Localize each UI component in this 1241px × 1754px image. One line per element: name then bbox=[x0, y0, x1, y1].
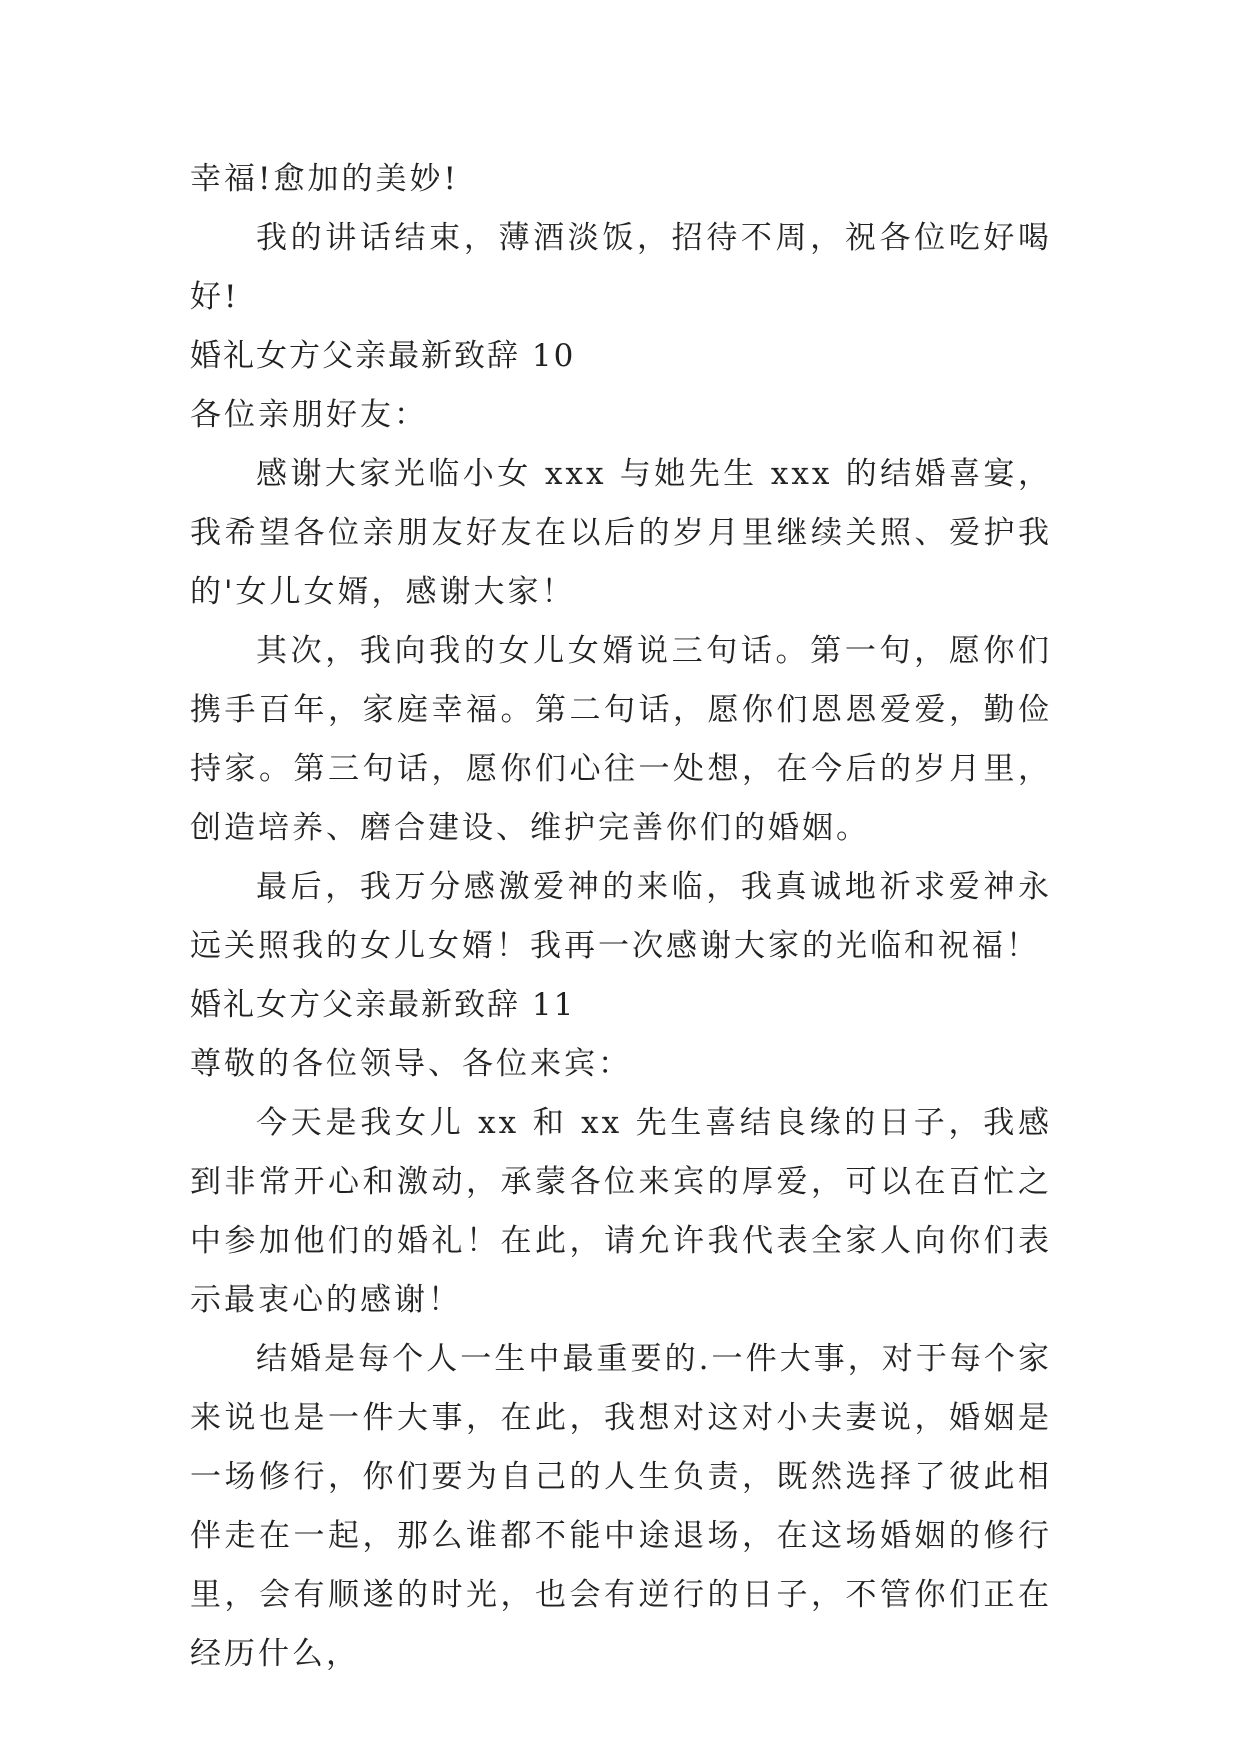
section-heading-10: 婚礼女方父亲最新致辞 10 bbox=[190, 338, 576, 374]
section-heading-11: 婚礼女方父亲最新致辞 11 bbox=[190, 987, 576, 1023]
paragraph-salutation-11: 尊敬的各位领导、各位来宾： bbox=[190, 1046, 632, 1082]
paragraph-three-sentences: 其次，我向我的女儿女婿说三句话。第一句，愿你们携手百年，家庭幸福。第二句话，愿你们恩恩爱爱，勤俭持家。第三句话，愿你们心往一处想，在今后的岁月里，创造培养、磨合建设、维护完善你们的婚姻。 bbox=[190, 633, 1052, 846]
paragraph-today-11: 今天是我女儿 xx 和 xx 先生喜结良缘的日子，我感到非常开心和激动，承蒙各位来宾的厚爱，可以在百忙之中参加他们的婚礼！在此，请允许我代表全家人向你们表示最衷心的感谢！ bbox=[190, 1105, 1052, 1318]
paragraph-speech-end: 我的讲话结束，薄酒淡饭，招待不周，祝各位吃好喝好! bbox=[190, 220, 1052, 315]
paragraph-finally-10: 最后，我万分感激爱神的来临，我真诚地祈求爱神永远关照我的女儿女婿！我再一次感谢大家的光临和祝福！ bbox=[190, 869, 1052, 964]
paragraph-salutation-10: 各位亲朋好友： bbox=[190, 397, 428, 433]
paragraph-thanks-10: 感谢大家光临小女 xxx 与她先生 xxx 的结婚喜宴，我希望各位亲朋友好友在以后的岁月里继续关照、爱护我的'女儿女婿，感谢大家！ bbox=[190, 456, 1052, 610]
paragraph-closing-blessing: 幸福!愈加的美妙! bbox=[190, 161, 459, 197]
paragraph-marriage-11: 结婚是每个人一生中最重要的.一件大事，对于每个家来说也是一件大事，在此，我想对这对小夫妻说，婚姻是一场修行，你们要为自己的人生负责，既然选择了彼此相伴走在一起，那么谁都不能中途退场，在这场婚姻的修行里，会有顺遂的时光，也会有逆行的日子，不管你们正在经历什么， bbox=[190, 1341, 1052, 1672]
document-body bbox=[190, 150, 1052, 1684]
